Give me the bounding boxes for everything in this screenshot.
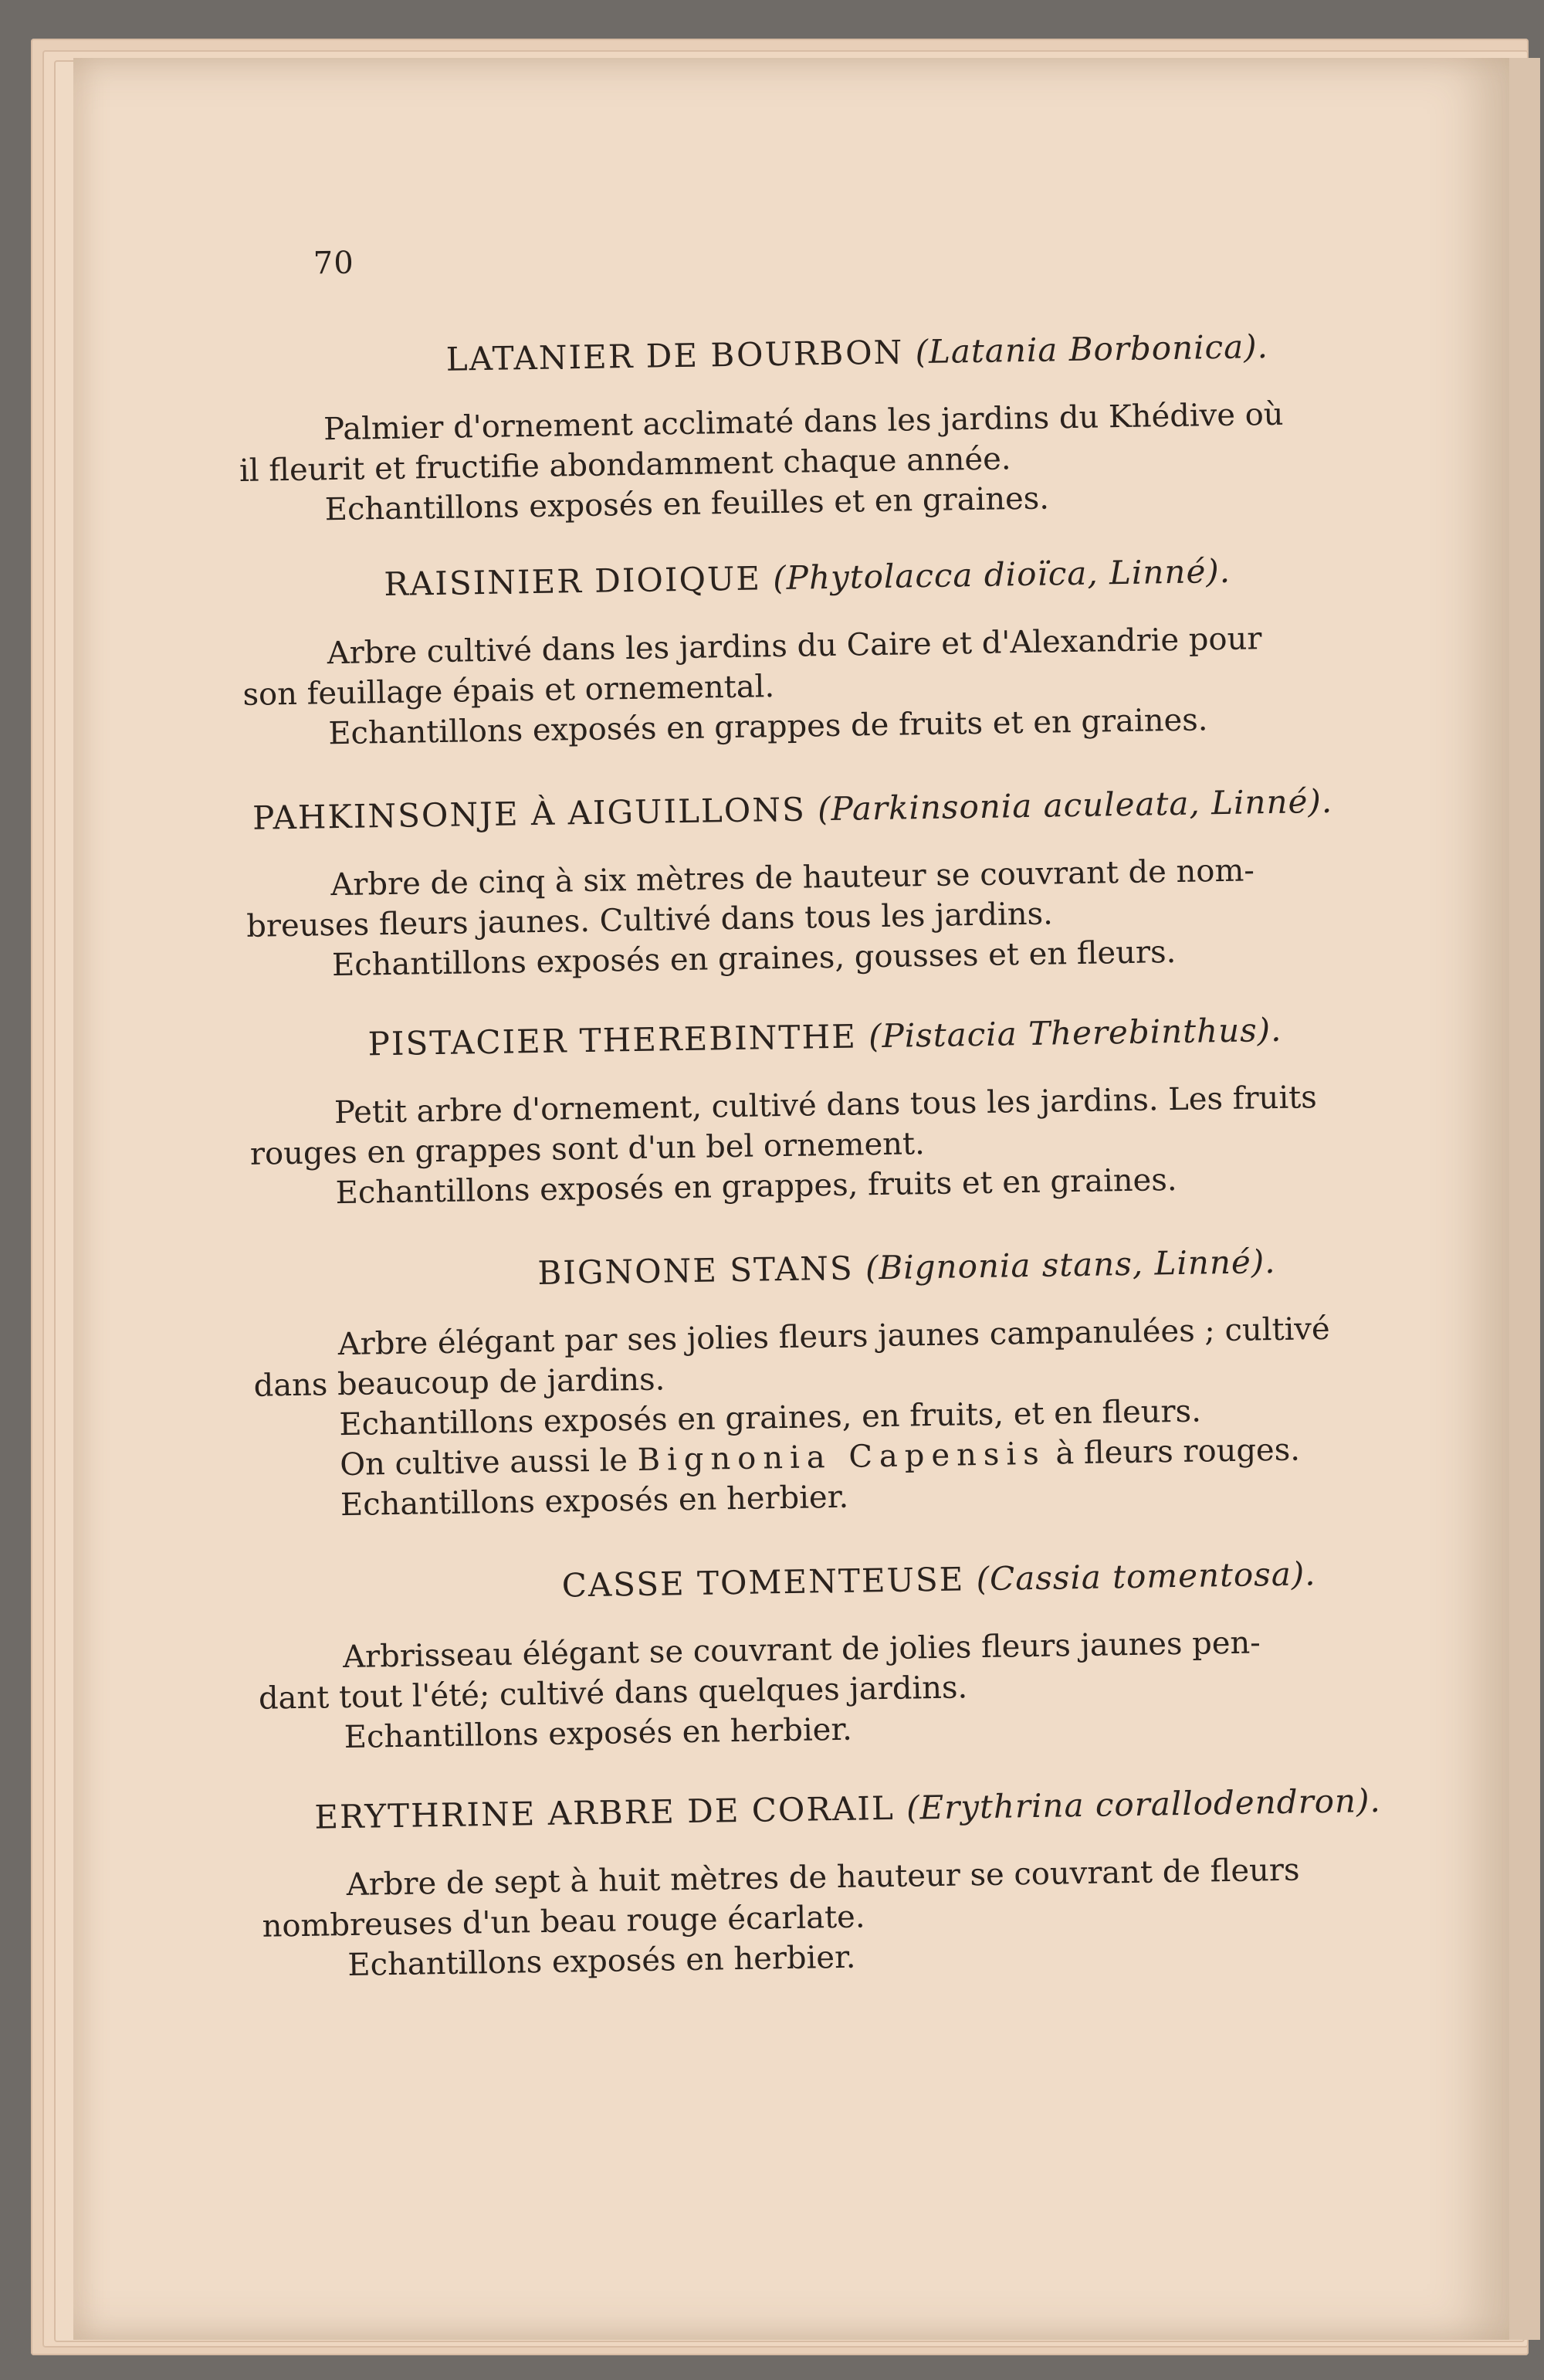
entry-latin-name: (Phytolacca dioïca, Linné). — [772, 551, 1231, 598]
text-line: dans beaucoup de jardins. — [253, 1361, 665, 1404]
facing-page-edge — [1509, 58, 1540, 2340]
text-segment: à fleurs rouges. — [1055, 1432, 1301, 1472]
entry-description — [249, 1076, 1424, 1215]
entry-latin-name: (Pistacia Therebinthus). — [868, 1010, 1282, 1056]
plant-entry — [245, 781, 1421, 987]
text-line: dant tout l'été; cultivé dans quelques jardins. — [258, 1670, 968, 1717]
entry-name: LATANIER DE BOURBON — [445, 333, 904, 378]
text-line: Echantillons exposés en herbier. — [347, 1939, 856, 1983]
plant-entry — [237, 325, 1414, 531]
text-line: Echantillons exposés en herbier. — [344, 1711, 853, 1756]
entry-latin-name: (Cassia tomentosa). — [976, 1554, 1316, 1599]
text-line: Palmier d'ornement acclimaté dans les jardins du Khédive où — [323, 396, 1284, 448]
entry-name: PISTACIER THEREBINTHE — [367, 1017, 858, 1063]
entry-description — [239, 392, 1414, 531]
entry-latin-name: (Erythrina corallodendron). — [906, 1781, 1382, 1827]
text-line: Arbrisseau élégant se couvrant de jolies fleurs jaunes pen- — [342, 1625, 1261, 1676]
spaced-plant-name: Bignonia Capensis — [637, 1436, 1047, 1479]
text-line: rouges en grappes sont d'un bel ornement. — [249, 1126, 926, 1172]
entry-description — [258, 1620, 1433, 1759]
text-line: Echantillons exposés en grappes de fruits et en graines. — [328, 702, 1208, 752]
text-segment: On cultive aussi le — [339, 1443, 628, 1483]
plant-entry — [241, 549, 1417, 755]
text-line: nombreuses d'un beau rouge écarlate. — [262, 1899, 865, 1944]
page-number: 70 — [313, 245, 355, 282]
entry-name: BIGNONE STANS — [537, 1249, 855, 1293]
text-line: Arbre cultivé dans les jardins du Caire et d'Alexandrie pour — [327, 621, 1262, 672]
entry-description — [252, 1307, 1429, 1527]
plant-entry — [256, 1553, 1433, 1759]
entry-latin-name: (Parkinsonia aculeata, Linné). — [817, 781, 1333, 829]
text-line: Echantillons exposés en grappes, fruits et en graines. — [335, 1162, 1177, 1212]
entry-name: RAISINIER DIOIQUE — [383, 559, 762, 604]
entry-description — [245, 848, 1420, 987]
entry-name: PAHKINSONJE À AIGUILLONS — [252, 790, 807, 837]
entry-name: ERYTHRINE ARBRE DE CORAIL — [314, 1788, 896, 1836]
text-line: Petit arbre d'ornement, cultivé dans tous les jardins. Les fruits — [334, 1080, 1318, 1131]
plant-entry — [252, 1240, 1429, 1527]
text-line: Echantillons exposés en feuilles et en graines. — [324, 480, 1050, 528]
text-line: Arbre de sept à huit mètres de hauteur se couvrant de fleurs — [346, 1852, 1300, 1904]
text-line: Echantillons exposés en graines, gousses et en fleurs. — [331, 934, 1177, 984]
text-line: Arbre élégant par ses jolies fleurs jaunes campanulées ; cultivé — [337, 1310, 1330, 1363]
entry-latin-name: (Latania Borbonica). — [915, 327, 1269, 371]
text-line: son feuillage épais et ornemental. — [242, 669, 775, 713]
entry-description — [242, 616, 1417, 755]
text-line: il fleurit et fructifie abondamment chaque année. — [239, 441, 1011, 489]
text-line: Arbre de cinq à six mètres de hauteur se couvrant de nom- — [330, 853, 1255, 904]
plant-entry — [260, 1781, 1437, 1987]
text-line: Echantillons exposés en graines, en fruits, et en fleurs. — [339, 1393, 1202, 1443]
text-line: Echantillons exposés en herbier. — [340, 1479, 849, 1524]
entry-name: CASSE TOMENTEUSE — [561, 1560, 965, 1605]
text-line: breuses fleurs jaunes. Cultivé dans tous les jardins. — [245, 896, 1054, 944]
plant-entry — [248, 1009, 1424, 1215]
entry-latin-name: (Bignonia stans, Linné). — [865, 1243, 1276, 1287]
entry-description — [261, 1848, 1436, 1987]
